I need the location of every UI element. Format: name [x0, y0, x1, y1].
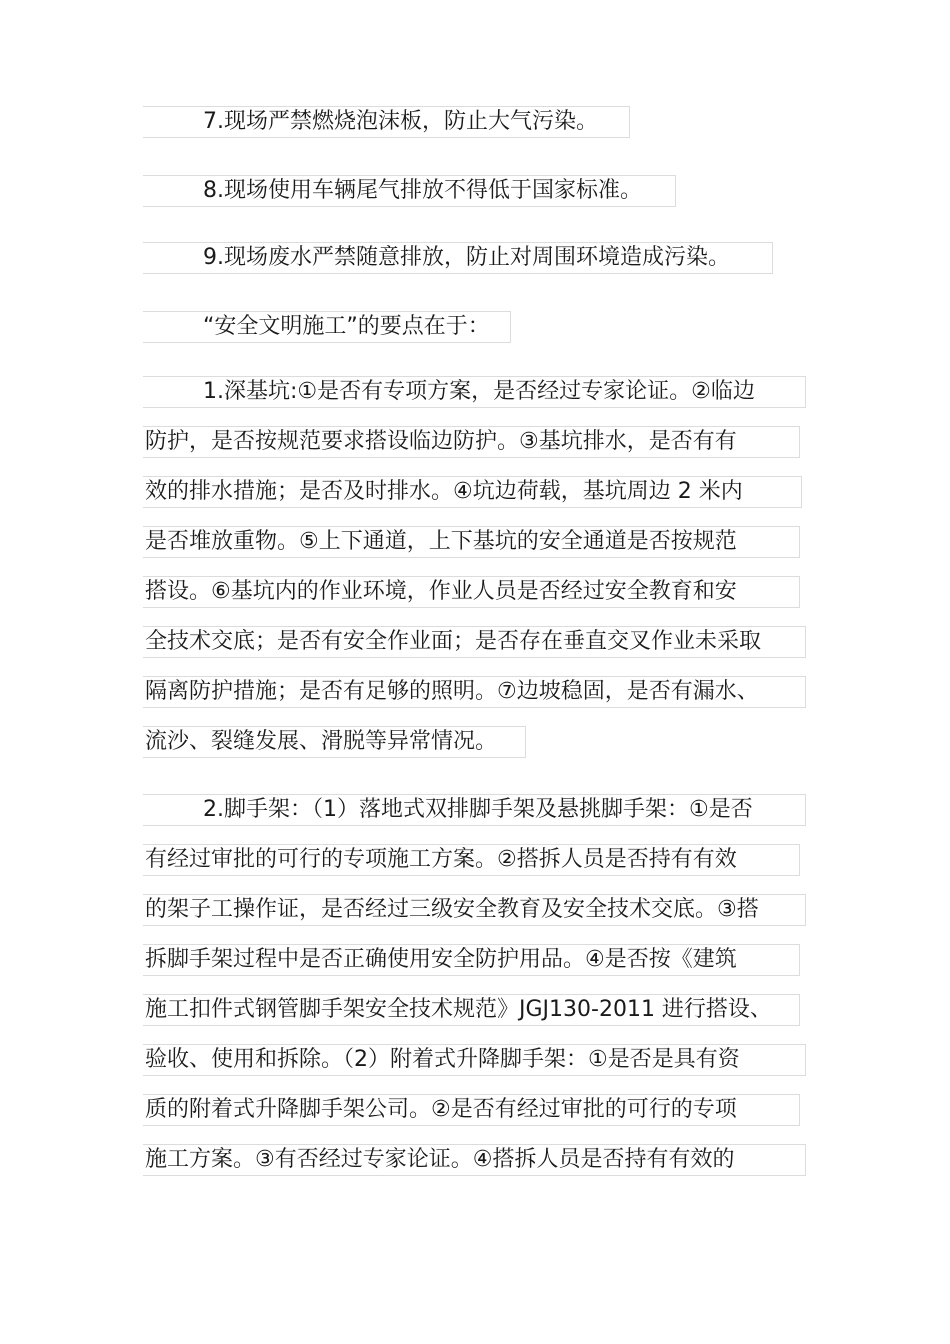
scaffold-paragraph-line: 质的附着式升降脚手架公司。②是否有经过审批的可行的专项	[143, 1094, 800, 1126]
scaffold-paragraph-line: 施工扣件式钢管脚手架安全技术规范》JGJ130-2011 进行搭设、	[143, 994, 800, 1026]
pit-paragraph-line: 全技术交底；是否有安全作业面；是否存在垂直交叉作业未采取	[143, 626, 806, 658]
scaffold-paragraph-line: 拆脚手架过程中是否正确使用安全防护用品。④是否按《建筑	[143, 944, 800, 976]
pit-paragraph-line: 隔离防护措施；是否有足够的照明。⑦边坡稳固，是否有漏水、	[143, 676, 806, 708]
pit-paragraph-line: 防护，是否按规范要求搭设临边防护。③基坑排水，是否有有	[143, 426, 800, 458]
pit-paragraph-line: 流沙、裂缝发展、滑脱等异常情况。	[143, 726, 526, 758]
scaffold-paragraph-line: 验收、使用和拆除。（2）附着式升降脚手架：①是否是具有资	[143, 1044, 806, 1076]
pit-paragraph-line: 是否堆放重物。⑤上下通道，上下基坑的安全通道是否按规范	[143, 526, 800, 558]
scaffold-paragraph-line: 施工方案。③有否经过专家论证。④搭拆人员是否持有有效的	[143, 1144, 806, 1176]
pit-paragraph-line: 1.深基坑:①是否有专项方案，是否经过专家论证。②临边	[143, 376, 806, 408]
paragraph-9-line: 9.现场废水严禁随意排放，防止对周围环境造成污染。	[143, 242, 773, 274]
paragraph-8-line: 8.现场使用车辆尾气排放不得低于国家标准。	[143, 175, 676, 207]
scaffold-paragraph-line: 的架子工操作证，是否经过三级安全教育及安全技术交底。③搭	[143, 894, 806, 926]
section-heading: “安全文明施工”的要点在于：	[143, 311, 511, 343]
paragraph-7-line: 7.现场严禁燃烧泡沫板，防止大气污染。	[143, 106, 630, 138]
pit-paragraph-line: 效的排水措施；是否及时排水。④坑边荷载，基坑周边 2 米内	[143, 476, 802, 508]
pit-paragraph-line: 搭设。⑥基坑内的作业环境，作业人员是否经过安全教育和安	[143, 576, 800, 608]
scaffold-paragraph-line: 2.脚手架：（1）落地式双排脚手架及悬挑脚手架：①是否	[143, 794, 806, 826]
scaffold-paragraph-line: 有经过审批的可行的专项施工方案。②搭拆人员是否持有有效	[143, 844, 800, 876]
